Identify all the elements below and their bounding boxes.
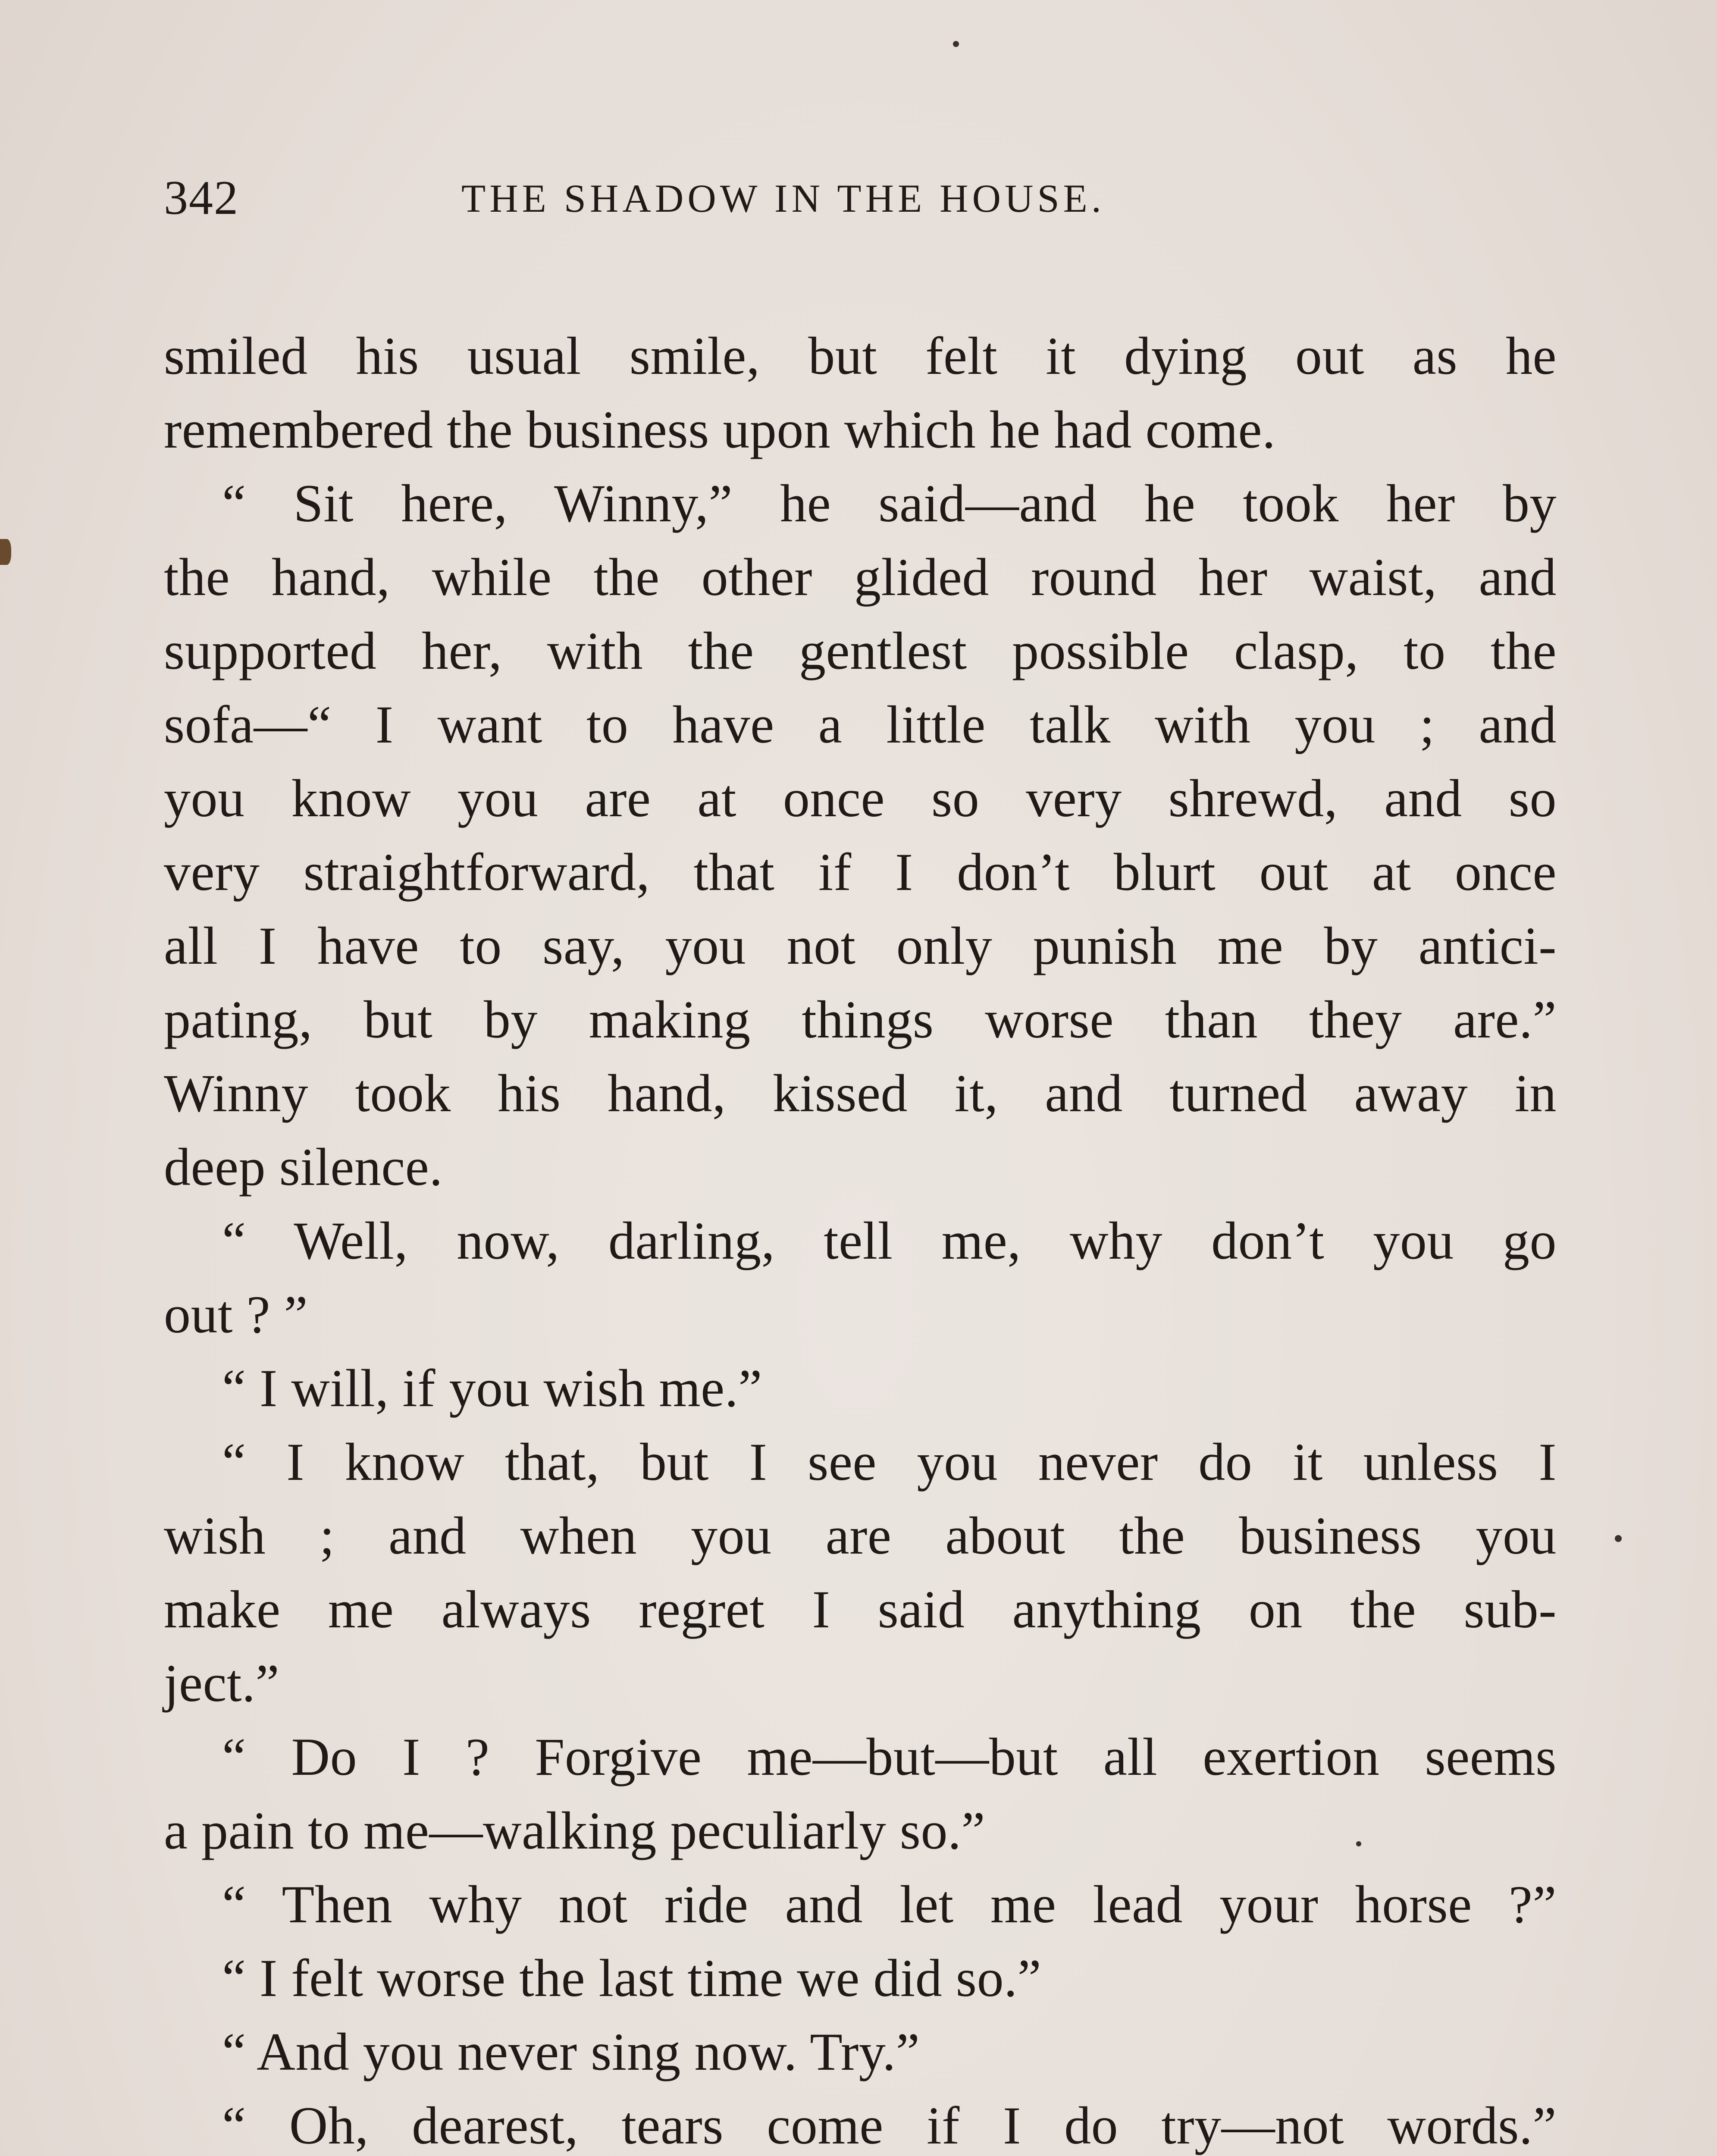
body-text [164, 319, 1557, 2156]
ink-speck [1615, 1535, 1622, 1542]
text-line: deep silence. [164, 1138, 443, 1197]
text-line: sofa—“ I want to have a little talk with you ; and [164, 695, 1557, 754]
text-line: out ? ” [164, 1285, 308, 1344]
page-number: 342 [164, 171, 239, 225]
text-line: pating, but by making things worse than they are.” [164, 990, 1557, 1049]
text-line: remembered the business upon which he had come. [164, 400, 1276, 459]
text-line: wish ; and when you are about the business you [164, 1506, 1557, 1565]
text-line: Winny took his hand, kissed it, and turned away in [164, 1064, 1557, 1123]
text-line: “ Then why not ride and let me lead your horse ?” [222, 1875, 1557, 1934]
text-line: “ I know that, but I see you never do it unless I [222, 1432, 1557, 1492]
text-line: you know you are at once so very shrewd, and so [164, 769, 1557, 828]
text-line: “ Do I ? Forgive me—but—but all exertion seems [222, 1727, 1557, 1786]
text-line: supported her, with the gentlest possible clasp, to the [164, 621, 1557, 680]
text-line: make me always regret I said anything on the sub- [164, 1580, 1557, 1639]
page-header [164, 170, 1557, 226]
text-line: a pain to me—walking peculiarly so.” [164, 1801, 986, 1860]
text-line: ject.” [164, 1654, 280, 1713]
text-line: very straightforward, that if I don’t blurt out at once [164, 843, 1557, 902]
text-line: “ Oh, dearest, tears come if I do try—not words.” [222, 2096, 1557, 2155]
running-head: THE SHADOW IN THE HOUSE. [461, 176, 1105, 220]
text-line: all I have to say, you not only punish me by antici- [164, 916, 1557, 975]
ink-speck [953, 41, 959, 47]
text-line: “ I felt worse the last time we did so.” [222, 1949, 1042, 2008]
text-line: smiled his usual smile, but felt it dying out as he [164, 326, 1557, 385]
text-line: the hand, while the other glided round her waist, and [164, 548, 1557, 607]
text-line: “ And you never sing now. Try.” [222, 2022, 920, 2081]
text-line: “ I will, if you wish me.” [222, 1359, 762, 1418]
page-edge-mark [0, 539, 11, 565]
text-line: “ Well, now, darling, tell me, why don’t you go [222, 1211, 1557, 1270]
text-line: “ Sit here, Winny,” he said—and he took her by [222, 474, 1557, 533]
